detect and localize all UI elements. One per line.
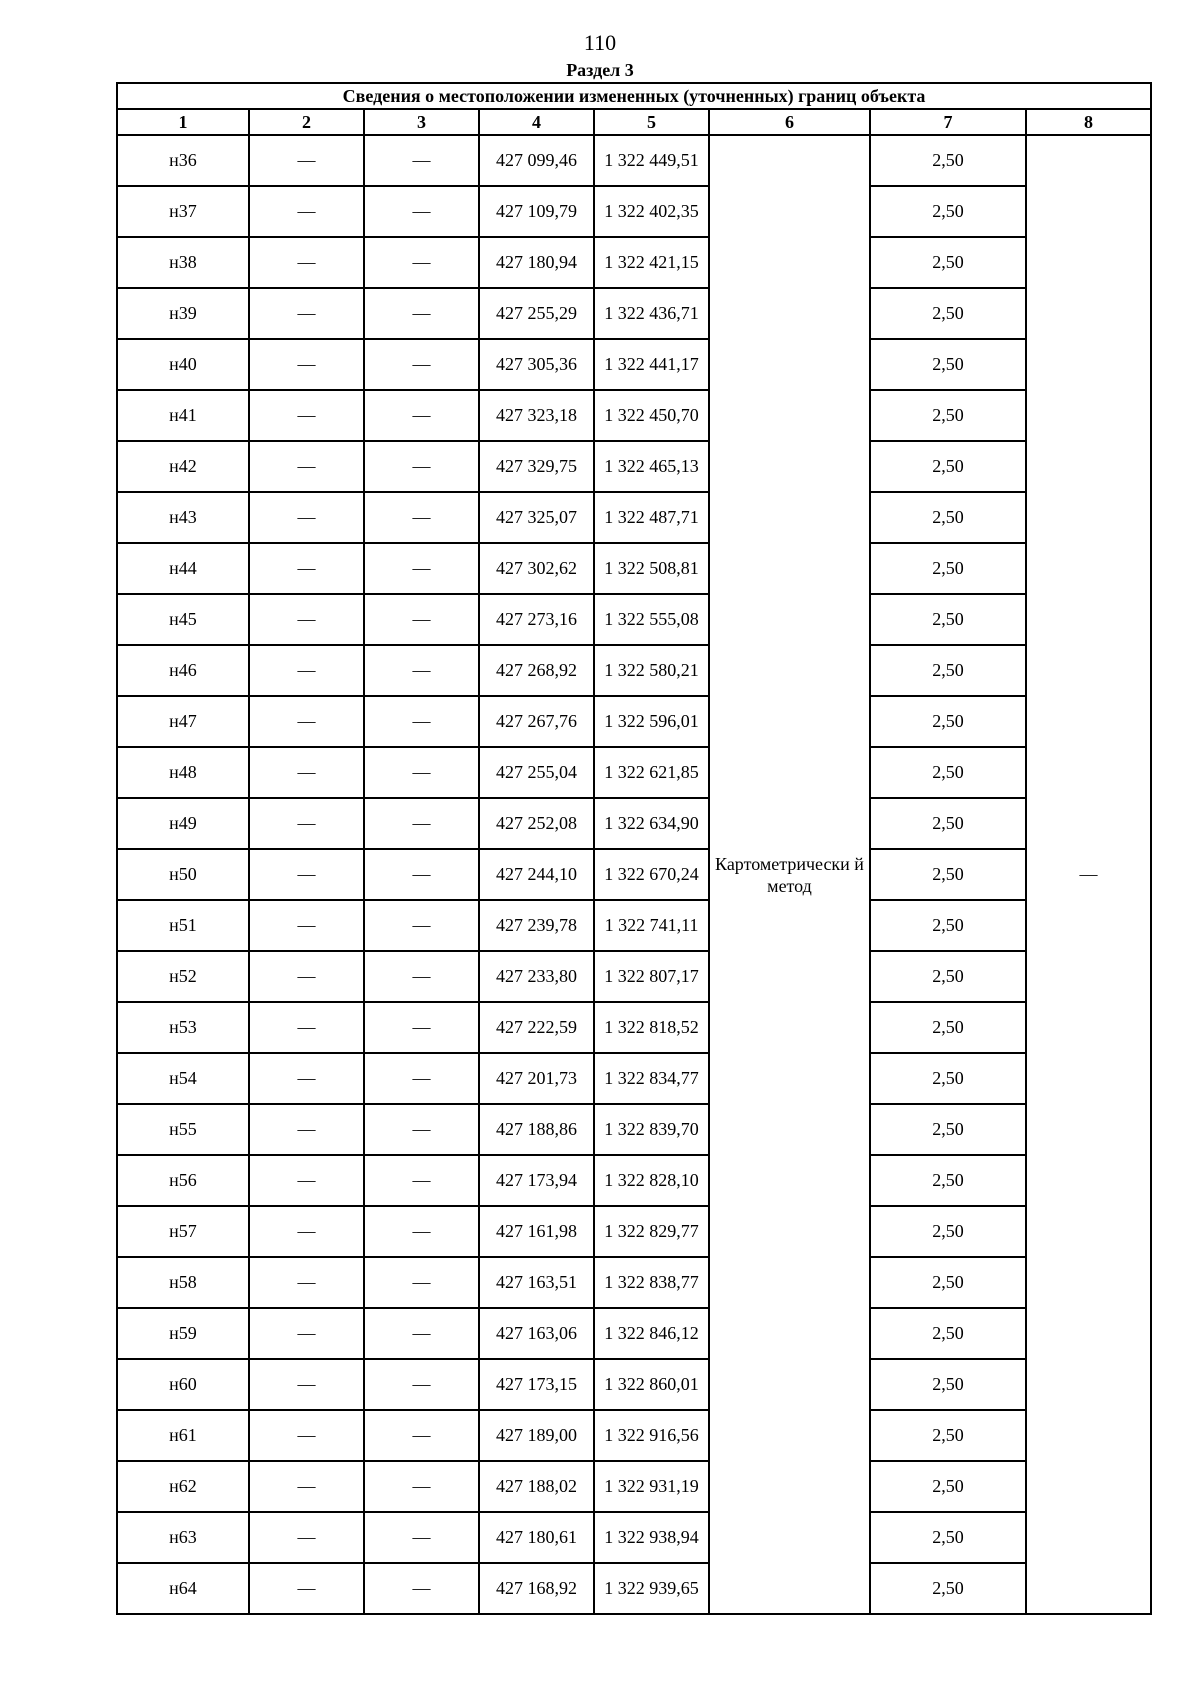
point-label-cell: н36 bbox=[117, 135, 249, 186]
table-row bbox=[117, 288, 1151, 339]
col2-cell: — bbox=[249, 747, 364, 798]
col3-cell: — bbox=[364, 798, 479, 849]
y-coordinate-cell: 1 322 508,81 bbox=[594, 543, 709, 594]
x-coordinate-cell: 427 109,79 bbox=[479, 186, 594, 237]
x-coordinate-cell: 427 255,04 bbox=[479, 747, 594, 798]
col3-cell: — bbox=[364, 186, 479, 237]
y-coordinate-cell: 1 322 436,71 bbox=[594, 288, 709, 339]
y-coordinate-cell: 1 322 596,01 bbox=[594, 696, 709, 747]
x-coordinate-cell: 427 173,15 bbox=[479, 1359, 594, 1410]
col2-cell: — bbox=[249, 1053, 364, 1104]
col2-cell: — bbox=[249, 543, 364, 594]
x-coordinate-cell: 427 189,00 bbox=[479, 1410, 594, 1461]
y-coordinate-cell: 1 322 939,65 bbox=[594, 1563, 709, 1614]
y-coordinate-cell: 1 322 938,94 bbox=[594, 1512, 709, 1563]
point-label-cell: н58 bbox=[117, 1257, 249, 1308]
col2-cell: — bbox=[249, 288, 364, 339]
table-row bbox=[117, 1563, 1151, 1614]
col3-cell: — bbox=[364, 1512, 479, 1563]
table-caption: Сведения о местоположении измененных (уточненных) границ объекта bbox=[117, 83, 1151, 109]
point-label-cell: н52 bbox=[117, 951, 249, 1002]
accuracy-cell: 2,50 bbox=[870, 135, 1026, 186]
col2-cell: — bbox=[249, 237, 364, 288]
accuracy-cell: 2,50 bbox=[870, 1104, 1026, 1155]
col2-cell: — bbox=[249, 1257, 364, 1308]
table-row bbox=[117, 849, 1151, 900]
col2-cell: — bbox=[249, 1206, 364, 1257]
boundary-coordinates-table bbox=[116, 82, 1152, 1615]
x-coordinate-cell: 427 267,76 bbox=[479, 696, 594, 747]
point-label-cell: н54 bbox=[117, 1053, 249, 1104]
col2-cell: — bbox=[249, 798, 364, 849]
x-coordinate-cell: 427 173,94 bbox=[479, 1155, 594, 1206]
point-label-cell: н48 bbox=[117, 747, 249, 798]
point-label-cell: н61 bbox=[117, 1410, 249, 1461]
accuracy-cell: 2,50 bbox=[870, 1359, 1026, 1410]
col2-cell: — bbox=[249, 1002, 364, 1053]
x-coordinate-cell: 427 180,61 bbox=[479, 1512, 594, 1563]
col3-cell: — bbox=[364, 135, 479, 186]
point-label-cell: н43 bbox=[117, 492, 249, 543]
x-coordinate-cell: 427 168,92 bbox=[479, 1563, 594, 1614]
x-coordinate-cell: 427 305,36 bbox=[479, 339, 594, 390]
col2-cell: — bbox=[249, 1410, 364, 1461]
table-row bbox=[117, 1002, 1151, 1053]
x-coordinate-cell: 427 302,62 bbox=[479, 543, 594, 594]
accuracy-cell: 2,50 bbox=[870, 390, 1026, 441]
x-coordinate-cell: 427 329,75 bbox=[479, 441, 594, 492]
table-row bbox=[117, 339, 1151, 390]
col3-cell: — bbox=[364, 339, 479, 390]
point-label-cell: н47 bbox=[117, 696, 249, 747]
col3-cell: — bbox=[364, 441, 479, 492]
column-number: 1 bbox=[117, 109, 249, 135]
point-label-cell: н60 bbox=[117, 1359, 249, 1410]
point-label-cell: н38 bbox=[117, 237, 249, 288]
y-coordinate-cell: 1 322 741,11 bbox=[594, 900, 709, 951]
col3-cell: — bbox=[364, 951, 479, 1002]
column-number: 8 bbox=[1026, 109, 1151, 135]
accuracy-cell: 2,50 bbox=[870, 543, 1026, 594]
col2-cell: — bbox=[249, 696, 364, 747]
column-number: 7 bbox=[870, 109, 1026, 135]
table-row bbox=[117, 186, 1151, 237]
table-row bbox=[117, 696, 1151, 747]
col2-cell: — bbox=[249, 390, 364, 441]
section-title: Раздел 3 bbox=[566, 60, 634, 80]
x-coordinate-cell: 427 222,59 bbox=[479, 1002, 594, 1053]
accuracy-cell: 2,50 bbox=[870, 1410, 1026, 1461]
y-coordinate-cell: 1 322 818,52 bbox=[594, 1002, 709, 1053]
table-row bbox=[117, 1308, 1151, 1359]
y-coordinate-cell: 1 322 834,77 bbox=[594, 1053, 709, 1104]
y-coordinate-cell: 1 322 441,17 bbox=[594, 339, 709, 390]
col3-cell: — bbox=[364, 1002, 479, 1053]
col2-cell: — bbox=[249, 849, 364, 900]
y-coordinate-cell: 1 322 449,51 bbox=[594, 135, 709, 186]
x-coordinate-cell: 427 180,94 bbox=[479, 237, 594, 288]
x-coordinate-cell: 427 273,16 bbox=[479, 594, 594, 645]
point-label-cell: н55 bbox=[117, 1104, 249, 1155]
col3-cell: — bbox=[364, 492, 479, 543]
col2-cell: — bbox=[249, 1308, 364, 1359]
col2-cell: — bbox=[249, 951, 364, 1002]
table-row bbox=[117, 492, 1151, 543]
col3-cell: — bbox=[364, 390, 479, 441]
y-coordinate-cell: 1 322 634,90 bbox=[594, 798, 709, 849]
table-row bbox=[117, 900, 1151, 951]
y-coordinate-cell: 1 322 838,77 bbox=[594, 1257, 709, 1308]
col2-cell: — bbox=[249, 594, 364, 645]
point-label-cell: н50 bbox=[117, 849, 249, 900]
x-coordinate-cell: 427 255,29 bbox=[479, 288, 594, 339]
accuracy-cell: 2,50 bbox=[870, 696, 1026, 747]
column-number: 4 bbox=[479, 109, 594, 135]
accuracy-cell: 2,50 bbox=[870, 1053, 1026, 1104]
y-coordinate-cell: 1 322 931,19 bbox=[594, 1461, 709, 1512]
table-row bbox=[117, 1461, 1151, 1512]
x-coordinate-cell: 427 188,02 bbox=[479, 1461, 594, 1512]
col2-cell: — bbox=[249, 645, 364, 696]
col2-cell: — bbox=[249, 186, 364, 237]
col3-cell: — bbox=[364, 1257, 479, 1308]
point-label-cell: н63 bbox=[117, 1512, 249, 1563]
accuracy-cell: 2,50 bbox=[870, 594, 1026, 645]
table-row bbox=[117, 951, 1151, 1002]
col3-cell: — bbox=[364, 696, 479, 747]
point-label-cell: н57 bbox=[117, 1206, 249, 1257]
col2-cell: — bbox=[249, 441, 364, 492]
point-label-cell: н44 bbox=[117, 543, 249, 594]
x-coordinate-cell: 427 163,51 bbox=[479, 1257, 594, 1308]
x-coordinate-cell: 427 163,06 bbox=[479, 1308, 594, 1359]
col3-cell: — bbox=[364, 543, 479, 594]
point-label-cell: н46 bbox=[117, 645, 249, 696]
point-label-cell: н64 bbox=[117, 1563, 249, 1614]
y-coordinate-cell: 1 322 828,10 bbox=[594, 1155, 709, 1206]
table-row bbox=[117, 237, 1151, 288]
y-coordinate-cell: 1 322 807,17 bbox=[594, 951, 709, 1002]
page-number: 110 bbox=[583, 30, 617, 55]
table-row bbox=[117, 1359, 1151, 1410]
x-coordinate-cell: 427 268,92 bbox=[479, 645, 594, 696]
point-label-cell: н40 bbox=[117, 339, 249, 390]
col2-cell: — bbox=[249, 1461, 364, 1512]
point-label-cell: н41 bbox=[117, 390, 249, 441]
table-row bbox=[117, 798, 1151, 849]
y-coordinate-cell: 1 322 421,15 bbox=[594, 237, 709, 288]
point-label-cell: н42 bbox=[117, 441, 249, 492]
col8-cell: — bbox=[1026, 135, 1151, 1614]
accuracy-cell: 2,50 bbox=[870, 645, 1026, 696]
accuracy-cell: 2,50 bbox=[870, 339, 1026, 390]
x-coordinate-cell: 427 244,10 bbox=[479, 849, 594, 900]
col2-cell: — bbox=[249, 900, 364, 951]
column-number: 3 bbox=[364, 109, 479, 135]
col3-cell: — bbox=[364, 849, 479, 900]
method-cell: Картометрически й метод bbox=[709, 135, 870, 1614]
table-row bbox=[117, 645, 1151, 696]
col3-cell: — bbox=[364, 1461, 479, 1512]
y-coordinate-cell: 1 322 621,85 bbox=[594, 747, 709, 798]
accuracy-cell: 2,50 bbox=[870, 237, 1026, 288]
x-coordinate-cell: 427 239,78 bbox=[479, 900, 594, 951]
y-coordinate-cell: 1 322 846,12 bbox=[594, 1308, 709, 1359]
point-label-cell: н49 bbox=[117, 798, 249, 849]
point-label-cell: н39 bbox=[117, 288, 249, 339]
col2-cell: — bbox=[249, 1359, 364, 1410]
accuracy-cell: 2,50 bbox=[870, 288, 1026, 339]
column-number: 2 bbox=[249, 109, 364, 135]
table-row bbox=[117, 1410, 1151, 1461]
y-coordinate-cell: 1 322 839,70 bbox=[594, 1104, 709, 1155]
col3-cell: — bbox=[364, 900, 479, 951]
accuracy-cell: 2,50 bbox=[870, 1206, 1026, 1257]
col3-cell: — bbox=[364, 645, 479, 696]
table-row bbox=[117, 543, 1151, 594]
accuracy-cell: 2,50 bbox=[870, 849, 1026, 900]
col3-cell: — bbox=[364, 747, 479, 798]
table-row bbox=[117, 594, 1151, 645]
col2-cell: — bbox=[249, 135, 364, 186]
accuracy-cell: 2,50 bbox=[870, 1155, 1026, 1206]
col3-cell: — bbox=[364, 1104, 479, 1155]
accuracy-cell: 2,50 bbox=[870, 441, 1026, 492]
accuracy-cell: 2,50 bbox=[870, 1563, 1026, 1614]
col2-cell: — bbox=[249, 1563, 364, 1614]
col3-cell: — bbox=[364, 1053, 479, 1104]
y-coordinate-cell: 1 322 487,71 bbox=[594, 492, 709, 543]
col3-cell: — bbox=[364, 1359, 479, 1410]
table-row bbox=[117, 135, 1151, 186]
table-row bbox=[117, 390, 1151, 441]
table-row bbox=[117, 1257, 1151, 1308]
y-coordinate-cell: 1 322 465,13 bbox=[594, 441, 709, 492]
table-row bbox=[117, 747, 1151, 798]
col3-cell: — bbox=[364, 288, 479, 339]
col3-cell: — bbox=[364, 1206, 479, 1257]
table-row bbox=[117, 1104, 1151, 1155]
accuracy-cell: 2,50 bbox=[870, 900, 1026, 951]
point-label-cell: н51 bbox=[117, 900, 249, 951]
table-row bbox=[117, 1155, 1151, 1206]
y-coordinate-cell: 1 322 580,21 bbox=[594, 645, 709, 696]
accuracy-cell: 2,50 bbox=[870, 1512, 1026, 1563]
accuracy-cell: 2,50 bbox=[870, 1461, 1026, 1512]
y-coordinate-cell: 1 322 860,01 bbox=[594, 1359, 709, 1410]
x-coordinate-cell: 427 099,46 bbox=[479, 135, 594, 186]
x-coordinate-cell: 427 252,08 bbox=[479, 798, 594, 849]
point-label-cell: н37 bbox=[117, 186, 249, 237]
accuracy-cell: 2,50 bbox=[870, 747, 1026, 798]
col2-cell: — bbox=[249, 339, 364, 390]
column-number-row bbox=[117, 109, 1151, 135]
col3-cell: — bbox=[364, 237, 479, 288]
col3-cell: — bbox=[364, 1308, 479, 1359]
point-label-cell: н62 bbox=[117, 1461, 249, 1512]
point-label-cell: н53 bbox=[117, 1002, 249, 1053]
col3-cell: — bbox=[364, 594, 479, 645]
accuracy-cell: 2,50 bbox=[870, 1002, 1026, 1053]
column-number: 5 bbox=[594, 109, 709, 135]
accuracy-cell: 2,50 bbox=[870, 1308, 1026, 1359]
accuracy-cell: 2,50 bbox=[870, 798, 1026, 849]
y-coordinate-cell: 1 322 829,77 bbox=[594, 1206, 709, 1257]
x-coordinate-cell: 427 323,18 bbox=[479, 390, 594, 441]
table-row bbox=[117, 1053, 1151, 1104]
column-number: 6 bbox=[709, 109, 870, 135]
col3-cell: — bbox=[364, 1563, 479, 1614]
x-coordinate-cell: 427 188,86 bbox=[479, 1104, 594, 1155]
col2-cell: — bbox=[249, 1155, 364, 1206]
x-coordinate-cell: 427 233,80 bbox=[479, 951, 594, 1002]
accuracy-cell: 2,50 bbox=[870, 492, 1026, 543]
table-row bbox=[117, 1512, 1151, 1563]
y-coordinate-cell: 1 322 402,35 bbox=[594, 186, 709, 237]
accuracy-cell: 2,50 bbox=[870, 1257, 1026, 1308]
table-row bbox=[117, 441, 1151, 492]
point-label-cell: н59 bbox=[117, 1308, 249, 1359]
y-coordinate-cell: 1 322 916,56 bbox=[594, 1410, 709, 1461]
accuracy-cell: 2,50 bbox=[870, 951, 1026, 1002]
col2-cell: — bbox=[249, 492, 364, 543]
y-coordinate-cell: 1 322 450,70 bbox=[594, 390, 709, 441]
accuracy-cell: 2,50 bbox=[870, 186, 1026, 237]
point-label-cell: н45 bbox=[117, 594, 249, 645]
y-coordinate-cell: 1 322 555,08 bbox=[594, 594, 709, 645]
x-coordinate-cell: 427 325,07 bbox=[479, 492, 594, 543]
table-row bbox=[117, 1206, 1151, 1257]
col2-cell: — bbox=[249, 1512, 364, 1563]
x-coordinate-cell: 427 201,73 bbox=[479, 1053, 594, 1104]
point-label-cell: н56 bbox=[117, 1155, 249, 1206]
col3-cell: — bbox=[364, 1155, 479, 1206]
x-coordinate-cell: 427 161,98 bbox=[479, 1206, 594, 1257]
col3-cell: — bbox=[364, 1410, 479, 1461]
y-coordinate-cell: 1 322 670,24 bbox=[594, 849, 709, 900]
col2-cell: — bbox=[249, 1104, 364, 1155]
